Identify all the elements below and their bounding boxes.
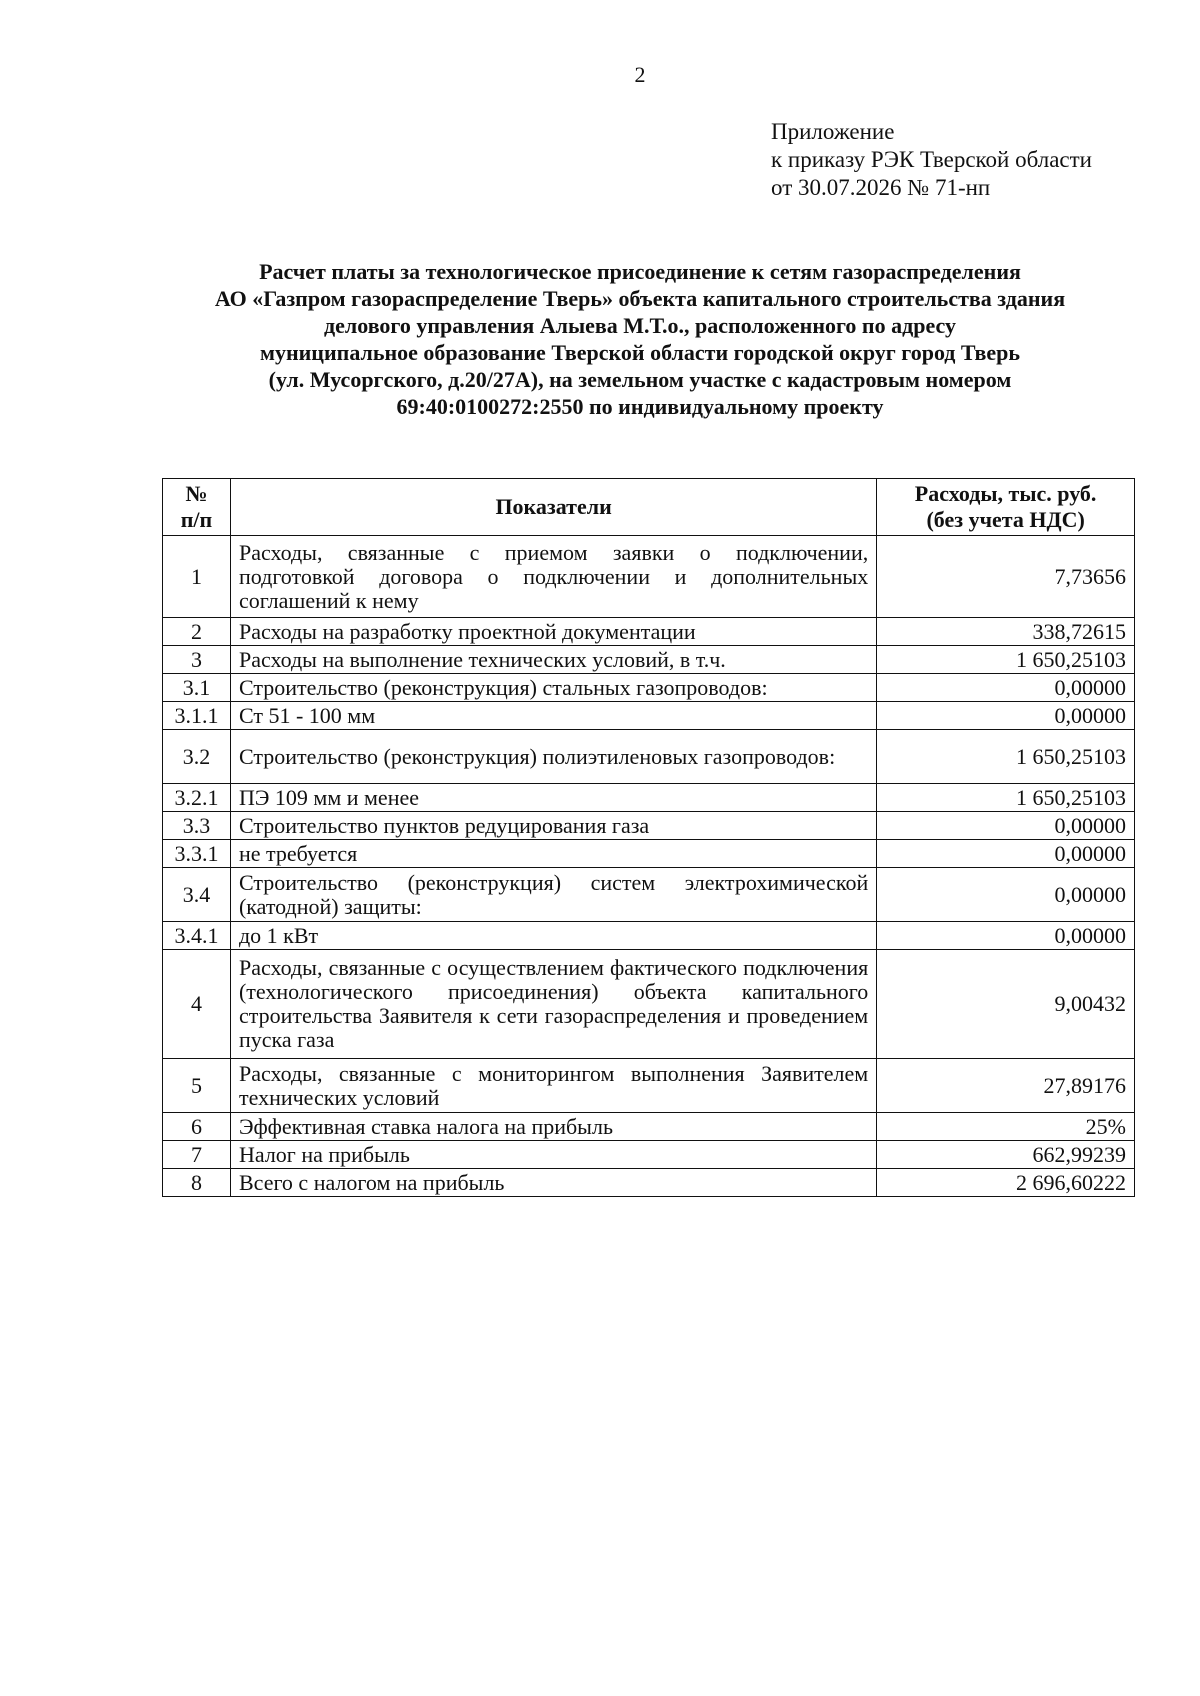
page-number: 2 [634, 62, 646, 87]
row-number: 3 [163, 646, 231, 674]
row-number: 7 [163, 1141, 231, 1169]
row-indicator: до 1 кВт [230, 922, 876, 950]
table-row [163, 1113, 1135, 1141]
row-number: 5 [163, 1059, 231, 1113]
title-line: (ул. Мусоргского, д.20/27А), на земельном участке с кадастровым номером [268, 367, 1012, 392]
title-line: Расчет платы за технологическое присоединение к сетям газораспределения [259, 259, 1021, 284]
row-number: 3.2 [163, 730, 231, 784]
row-value: 0,00000 [877, 812, 1135, 840]
table-row [163, 840, 1135, 868]
table-row [163, 784, 1135, 812]
row-indicator: Расходы на выполнение технических условий, в т.ч. [230, 646, 876, 674]
row-value: 2 696,60222 [877, 1169, 1135, 1197]
table-header-row [163, 479, 1135, 536]
row-number: 3.2.1 [163, 784, 231, 812]
row-indicator: Строительство (реконструкция) полиэтиленовых газопроводов: [230, 730, 876, 784]
row-indicator: не требуется [230, 840, 876, 868]
row-number: 3.1 [163, 674, 231, 702]
row-value: 0,00000 [877, 868, 1135, 922]
row-value: 0,00000 [877, 674, 1135, 702]
row-number: 3.1.1 [163, 702, 231, 730]
row-value: 338,72615 [877, 618, 1135, 646]
row-indicator: Расходы, связанные с приемом заявки о подключении, подготовкой договора о подключении и дополнительных соглашений к нему [230, 536, 876, 618]
row-value: 27,89176 [877, 1059, 1135, 1113]
row-indicator: Всего с налогом на прибыль [230, 1169, 876, 1197]
table-row [163, 1169, 1135, 1197]
row-number: 6 [163, 1113, 231, 1141]
row-indicator: ПЭ 109 мм и менее [230, 784, 876, 812]
header-number-line1: № [185, 481, 208, 506]
header-expenses-line1: Расходы, тыс. руб. [914, 481, 1097, 506]
table-row [163, 922, 1135, 950]
row-number: 3.4.1 [163, 922, 231, 950]
row-indicator: Строительство (реконструкция) систем электрохимической (катодной) защиты: [230, 868, 876, 922]
row-value: 7,73656 [877, 536, 1135, 618]
document-title [140, 258, 1140, 420]
row-value: 662,99239 [877, 1141, 1135, 1169]
row-indicator: Строительство (реконструкция) стальных газопроводов: [230, 674, 876, 702]
row-indicator: Расходы на разработку проектной документации [230, 618, 876, 646]
calculation-table [162, 478, 1135, 1197]
row-number: 3.3.1 [163, 840, 231, 868]
table-row [163, 1141, 1135, 1169]
row-number: 4 [163, 950, 231, 1059]
header-expenses-line2: (без учета НДС) [926, 507, 1085, 532]
appendix-line: к приказу РЭК Тверской области [771, 147, 1092, 172]
title-line: 69:40:0100272:2550 по индивидуальному проекту [396, 394, 884, 419]
row-indicator: Ст 51 - 100 мм [230, 702, 876, 730]
row-indicator: Расходы, связанные с осуществлением фактического подключения (технологического присоединения) объекта капитального строительства Заявителя к сети газораспределения и проведением пуска газа [230, 950, 876, 1059]
table-row [163, 702, 1135, 730]
row-value: 1 650,25103 [877, 784, 1135, 812]
row-value: 9,00432 [877, 950, 1135, 1059]
appendix-block [771, 118, 1092, 202]
appendix-line: от 30.07.2026 № 71-нп [771, 175, 991, 200]
table-row [163, 646, 1135, 674]
title-line: АО «Газпром газораспределение Тверь» объекта капитального строительства здания [214, 286, 1066, 311]
row-value: 25% [877, 1113, 1135, 1141]
title-line: делового управления Алыева М.Т.о., расположенного по адресу [324, 313, 956, 338]
row-indicator: Расходы, связанные с мониторингом выполнения Заявителем технических условий [230, 1059, 876, 1113]
row-value: 1 650,25103 [877, 646, 1135, 674]
title-line: муниципальное образование Тверской области городской округ город Тверь [259, 340, 1021, 365]
row-value: 0,00000 [877, 840, 1135, 868]
row-value: 0,00000 [877, 922, 1135, 950]
table-row [163, 868, 1135, 922]
row-value: 0,00000 [877, 702, 1135, 730]
row-indicator: Налог на прибыль [230, 1141, 876, 1169]
header-expenses [877, 479, 1135, 536]
table-row [163, 950, 1135, 1059]
table-row [163, 730, 1135, 784]
header-number [163, 479, 231, 536]
row-number: 3.4 [163, 868, 231, 922]
table-row [163, 618, 1135, 646]
table-row [163, 536, 1135, 618]
header-number-line2: п/п [180, 507, 213, 532]
appendix-line: Приложение [771, 119, 895, 144]
row-number: 8 [163, 1169, 231, 1197]
row-number: 1 [163, 536, 231, 618]
row-value: 1 650,25103 [877, 730, 1135, 784]
table-row [163, 812, 1135, 840]
row-indicator: Строительство пунктов редуцирования газа [230, 812, 876, 840]
row-number: 2 [163, 618, 231, 646]
row-indicator: Эффективная ставка налога на прибыль [230, 1113, 876, 1141]
table-row [163, 674, 1135, 702]
row-number: 3.3 [163, 812, 231, 840]
table-row [163, 1059, 1135, 1113]
header-indicators: Показатели [230, 479, 876, 536]
